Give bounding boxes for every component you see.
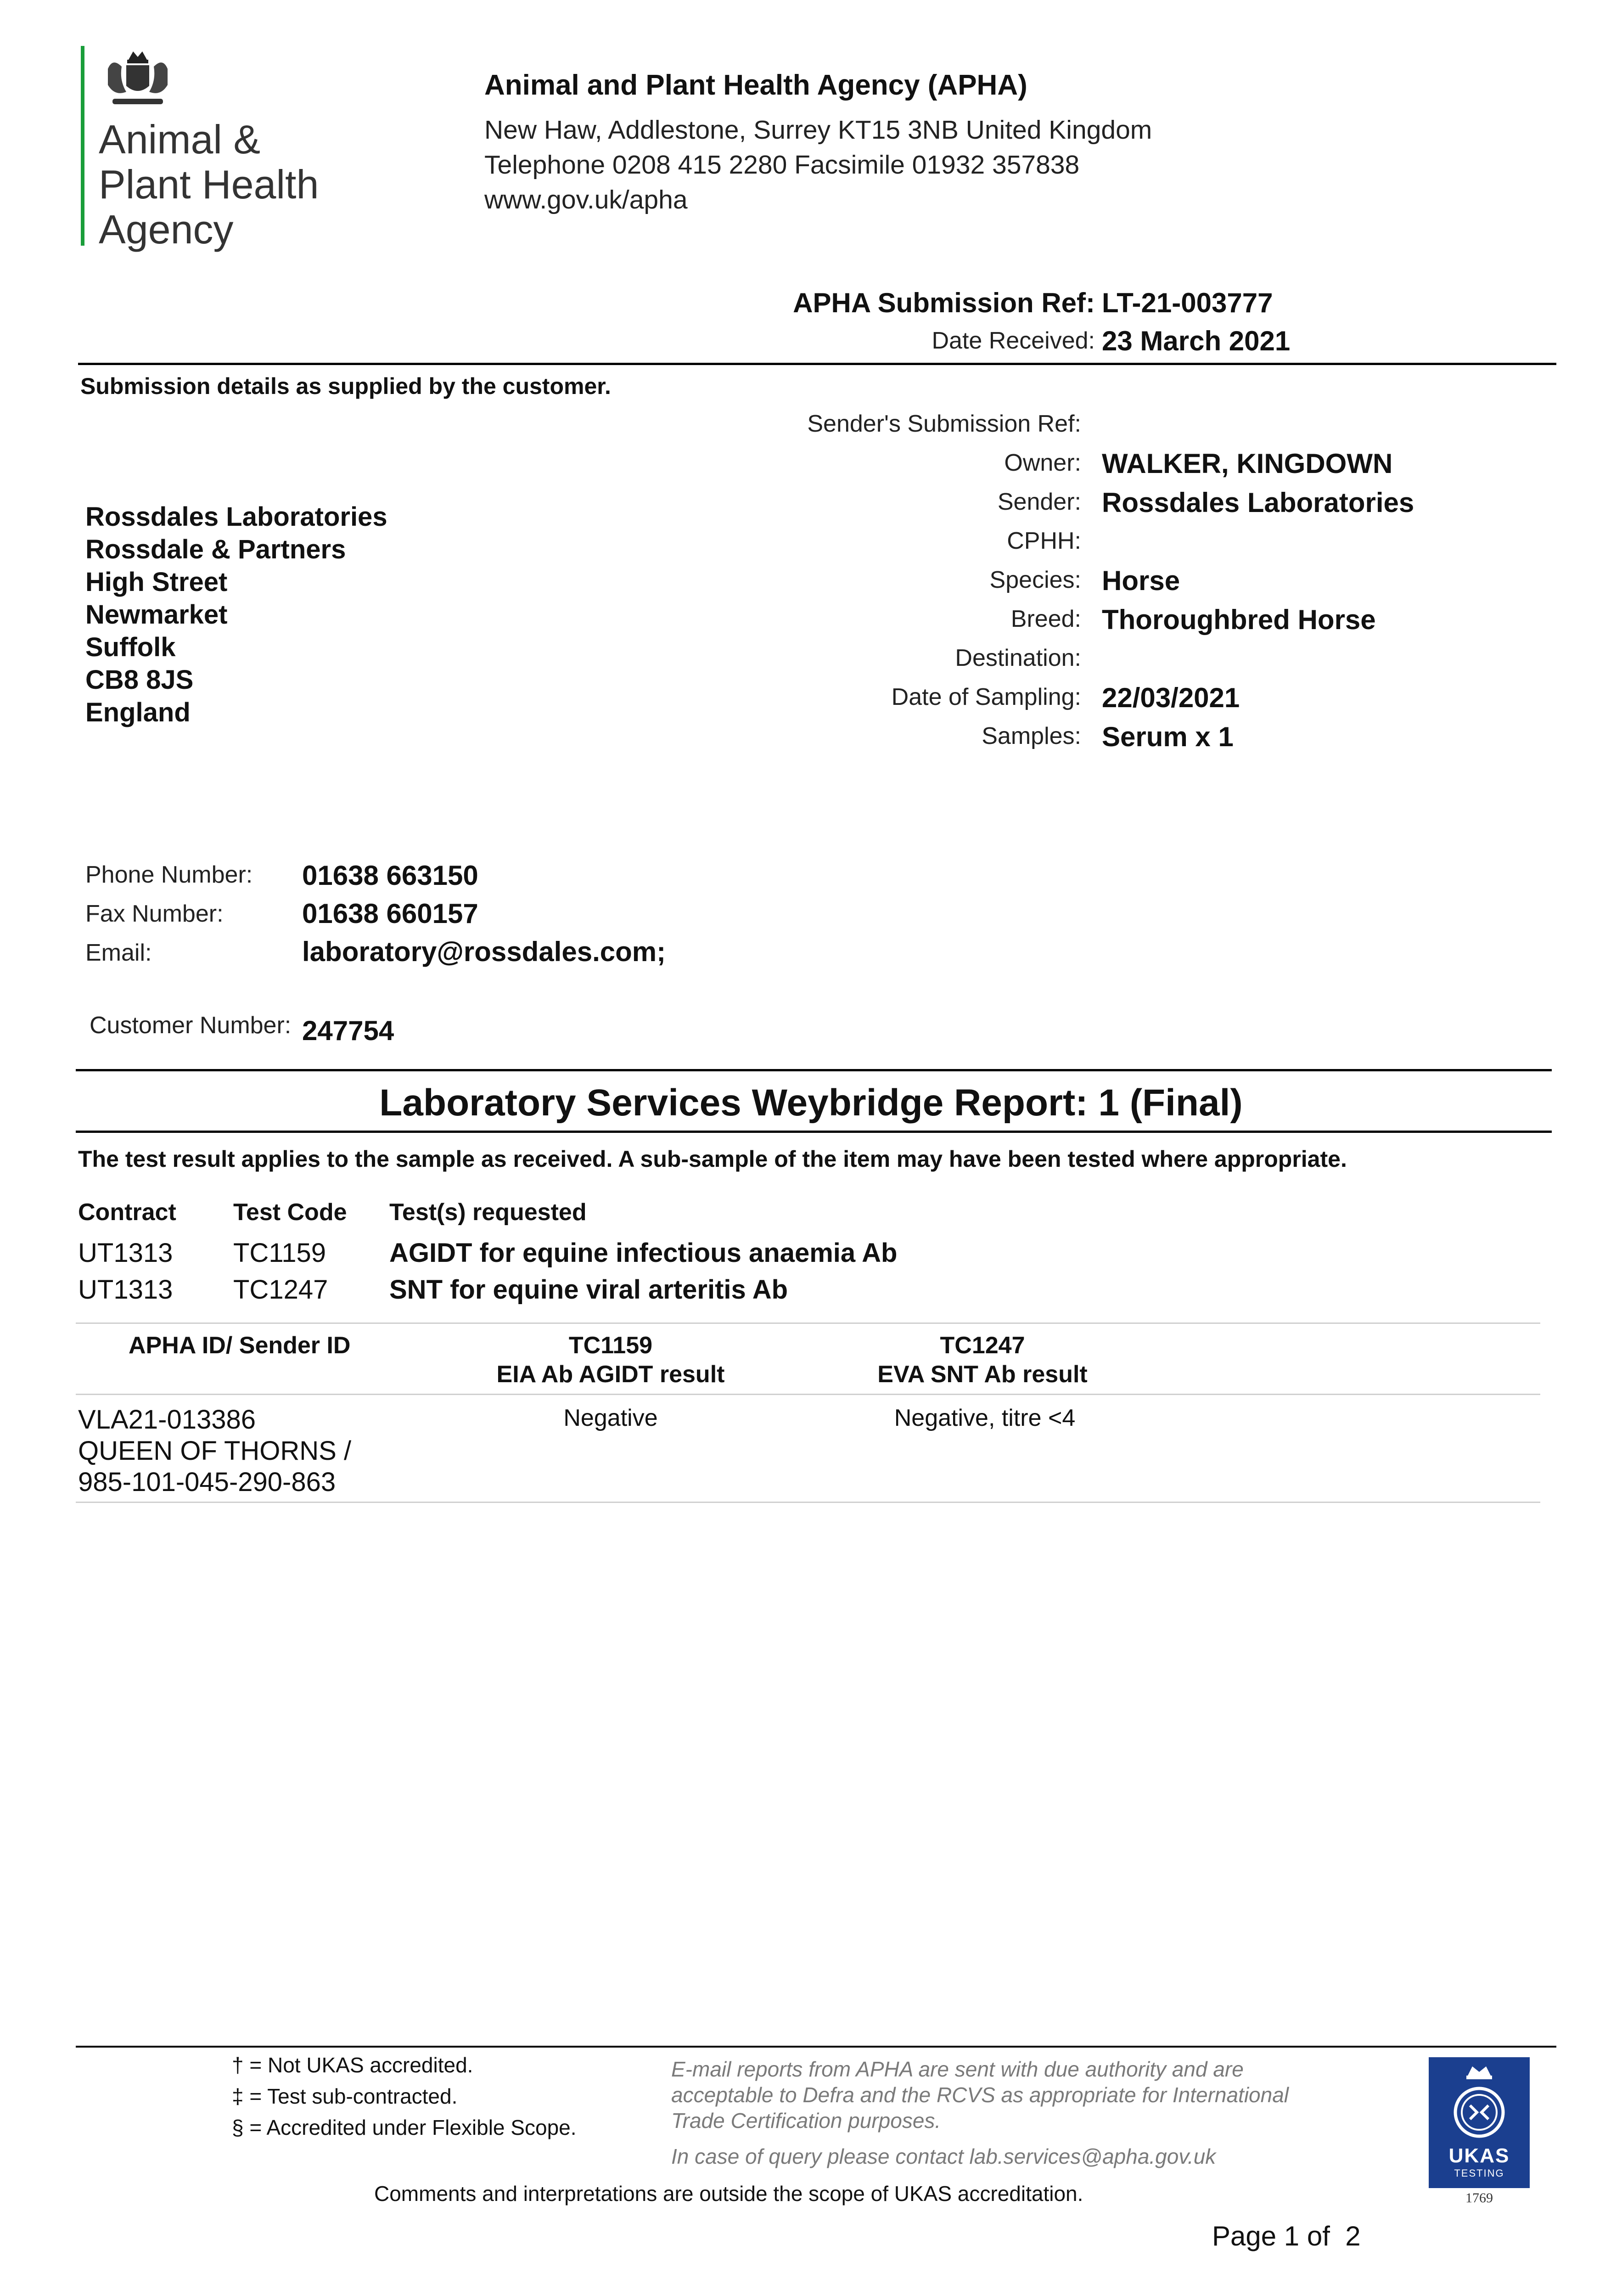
legend-not-accredited: † = Not UKAS accredited. bbox=[232, 2053, 473, 2077]
detail-label-cphh: CPHH: bbox=[1007, 528, 1081, 554]
ukas-sub-label: TESTING bbox=[1454, 2167, 1504, 2179]
tests-header-contract: Contract bbox=[78, 1199, 176, 1226]
submission-ref-value: LT-21-003777 bbox=[1102, 287, 1273, 318]
address-line: Rossdales Laboratories bbox=[85, 502, 387, 532]
detail-label-date-sampling: Date of Sampling: bbox=[891, 684, 1081, 710]
detail-label-sender: Sender: bbox=[997, 489, 1081, 515]
contact-label-fax: Fax Number: bbox=[85, 900, 224, 927]
customer-address-block bbox=[85, 501, 387, 729]
agency-name: Animal and Plant Health Agency (APHA) bbox=[484, 69, 1027, 101]
submission-ref-label: APHA Submission Ref: bbox=[793, 287, 1095, 318]
address-line: Rossdale & Partners bbox=[85, 535, 346, 564]
report-bottom-divider bbox=[76, 1131, 1552, 1133]
page-number: Page 1 of 2 bbox=[1212, 2221, 1361, 2251]
contact-value-fax: 01638 660157 bbox=[302, 898, 478, 929]
address-line: High Street bbox=[85, 567, 228, 597]
customer-number-value: 247754 bbox=[302, 1015, 394, 1046]
report-title: Laboratory Services Weybridge Report: 1 (Final) bbox=[379, 1082, 1243, 1124]
ukas-label: UKAS bbox=[1448, 2144, 1510, 2167]
submission-details-note: Submission details as supplied by the customer. bbox=[80, 373, 611, 399]
address-line: Newmarket bbox=[85, 600, 228, 630]
date-received-label: Date Received: bbox=[932, 327, 1095, 354]
contact-label-phone: Phone Number: bbox=[85, 861, 253, 888]
results-header-id: APHA ID/ Sender ID bbox=[129, 1332, 351, 1359]
date-received-value: 23 March 2021 bbox=[1102, 326, 1291, 356]
email-note-line: E-mail reports from APHA are sent with due authority and are bbox=[671, 2057, 1244, 2081]
address-line: CB8 8JS bbox=[85, 665, 194, 695]
address-line: England bbox=[85, 698, 191, 727]
detail-value-species: Horse bbox=[1102, 565, 1180, 596]
result-eia: Negative bbox=[563, 1405, 658, 1431]
contact-value-email[interactable]: laboratory@rossdales.com; bbox=[302, 936, 666, 967]
ukas-logo bbox=[1429, 2057, 1530, 2188]
tests-header-code: Test Code bbox=[233, 1199, 347, 1226]
ukas-number: 1769 bbox=[1465, 2190, 1493, 2206]
result-id-line: VLA21-013386 bbox=[78, 1405, 256, 1435]
results-bottom-divider bbox=[76, 1502, 1540, 1503]
results-top-divider bbox=[76, 1322, 1540, 1324]
logo-line-3: Agency bbox=[99, 207, 234, 252]
detail-label-breed: Breed: bbox=[1010, 606, 1081, 632]
report-disclaimer: The test result applies to the sample as received. A sub-sample of the item may have been tested where appropriate. bbox=[78, 1146, 1347, 1172]
detail-label-owner: Owner: bbox=[1004, 450, 1081, 476]
royal-crest-icon bbox=[99, 46, 177, 110]
agency-logo-text bbox=[99, 117, 319, 252]
result-id-line: 985-101-045-290-863 bbox=[78, 1467, 336, 1497]
email-note bbox=[671, 2056, 1289, 2133]
contact-value-phone: 01638 663150 bbox=[302, 860, 478, 891]
test-code: TC1247 bbox=[233, 1275, 328, 1305]
logo-line-1: Animal & bbox=[99, 117, 261, 162]
detail-value-owner: WALKER, KINGDOWN bbox=[1102, 448, 1393, 479]
contact-label-email: Email: bbox=[85, 940, 152, 966]
email-note-line: acceptable to Defra and the RCVS as appropriate for International bbox=[671, 2083, 1289, 2107]
test-contract: UT1313 bbox=[78, 1275, 173, 1305]
results-header-eia-name: EIA Ab AGIDT result bbox=[496, 1361, 725, 1388]
results-header-eva-code: TC1247 bbox=[940, 1332, 1025, 1359]
test-name: AGIDT for equine infectious anaemia Ab bbox=[389, 1238, 898, 1268]
detail-value-date-sampling: 22/03/2021 bbox=[1102, 682, 1240, 713]
test-code: TC1159 bbox=[233, 1238, 326, 1268]
address-line: Suffolk bbox=[85, 632, 176, 662]
legend-flexible-scope: § = Accredited under Flexible Scope. bbox=[232, 2116, 577, 2139]
detail-label-species: Species: bbox=[989, 567, 1081, 593]
detail-value-breed: Thoroughbred Horse bbox=[1102, 604, 1376, 635]
query-note: In case of query please contact lab.services@apha.gov.uk bbox=[671, 2144, 1216, 2168]
detail-label-sender-ref: Sender's Submission Ref: bbox=[807, 411, 1081, 437]
results-header-eva-name: EVA SNT Ab result bbox=[877, 1361, 1088, 1388]
logo-accent-bar bbox=[81, 46, 84, 246]
agency-address: New Haw, Addlestone, Surrey KT15 3NB United Kingdom bbox=[484, 115, 1152, 145]
detail-value-sender: Rossdales Laboratories bbox=[1102, 487, 1414, 518]
detail-label-destination: Destination: bbox=[955, 645, 1081, 671]
report-top-divider bbox=[76, 1069, 1552, 1071]
header-divider bbox=[78, 363, 1556, 365]
tests-header-requested: Test(s) requested bbox=[389, 1199, 587, 1226]
result-eva: Negative, titre <4 bbox=[894, 1405, 1076, 1431]
customer-number-label: Customer Number: bbox=[90, 1012, 292, 1039]
ukas-scope-note: Comments and interpretations are outside the scope of UKAS accreditation. bbox=[374, 2182, 1083, 2206]
detail-label-samples: Samples: bbox=[982, 723, 1081, 749]
logo-line-2: Plant Health bbox=[99, 162, 319, 207]
agency-website[interactable]: www.gov.uk/apha bbox=[484, 185, 688, 214]
ukas-crown-icon bbox=[1429, 2057, 1530, 2149]
results-row-id bbox=[78, 1404, 351, 1498]
results-header-eia-code: TC1159 bbox=[568, 1332, 653, 1359]
agency-phone-fax: Telephone 0208 415 2280 Facsimile 01932 357838 bbox=[484, 150, 1080, 180]
results-header-divider bbox=[76, 1394, 1540, 1395]
detail-value-samples: Serum x 1 bbox=[1102, 721, 1234, 752]
test-name: SNT for equine viral arteritis Ab bbox=[389, 1275, 788, 1305]
legend-sub-contracted: ‡ = Test sub-contracted. bbox=[232, 2084, 458, 2108]
test-contract: UT1313 bbox=[78, 1238, 173, 1268]
footer-divider bbox=[76, 2046, 1556, 2048]
result-id-line: QUEEN OF THORNS / bbox=[78, 1436, 352, 1466]
email-note-line: Trade Certification purposes. bbox=[671, 2109, 941, 2133]
